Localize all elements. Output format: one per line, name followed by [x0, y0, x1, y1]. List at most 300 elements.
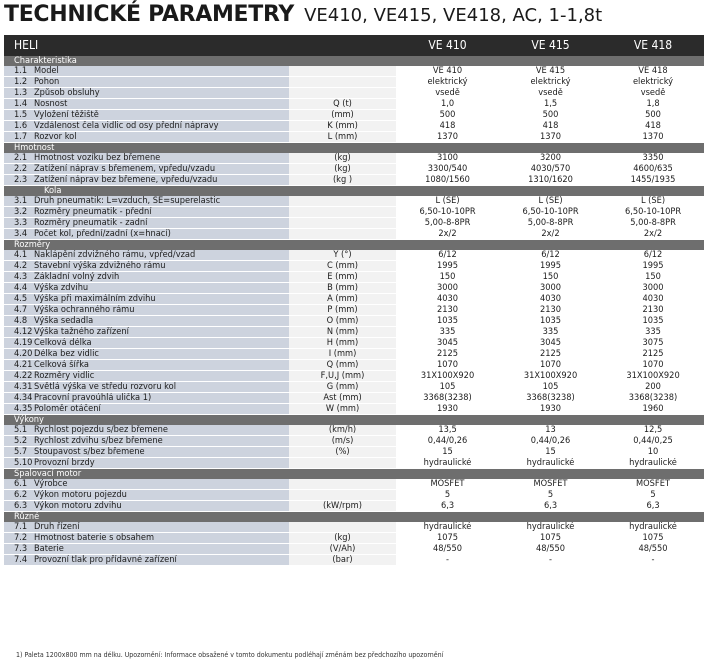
value-ve418: 3000: [602, 283, 704, 294]
row-number: 4.1: [4, 250, 34, 261]
table-row: [4, 425, 704, 436]
value-ve415: 2130: [499, 305, 602, 316]
value-ve418: 3350: [602, 153, 704, 164]
unit: [289, 522, 396, 533]
value-ve410: 500: [396, 110, 499, 121]
row-number: 5.2: [4, 436, 34, 447]
parameter-name: Výška při maximálním zdvihu: [34, 294, 289, 305]
unit: [289, 196, 396, 207]
row-number: 6.2: [4, 490, 34, 501]
value-ve415: 3045: [499, 338, 602, 349]
parameter-name: Rychlost zdvihu s/bez břemene: [34, 436, 289, 447]
table-row: [4, 229, 704, 240]
unit: (km/h): [289, 425, 396, 436]
row-number: 2.3: [4, 175, 34, 186]
value-ve415: 2125: [499, 349, 602, 360]
value-ve415: -: [499, 555, 602, 566]
value-ve410: 13,5: [396, 425, 499, 436]
value-ve415: 5,00-8-8PR: [499, 218, 602, 229]
parameter-name: Zatížení náprav s břemenem, vpředu/vzadu: [34, 164, 289, 175]
parameter-name: Rozměry pneumatik - přední: [34, 207, 289, 218]
value-ve410: 1075: [396, 533, 499, 544]
value-ve415: 31X100X920: [499, 371, 602, 382]
model-column-header: VE 415: [499, 35, 602, 56]
section-header: [4, 512, 704, 523]
value-ve415: 5: [499, 490, 602, 501]
value-ve415: 4030: [499, 294, 602, 305]
unit: I (mm): [289, 349, 396, 360]
unit: Ast (mm): [289, 393, 396, 404]
parameter-name: Způsob obsluhy: [34, 88, 289, 99]
value-ve415: vsedě: [499, 88, 602, 99]
section-title: Spalovací motor: [4, 469, 704, 480]
value-ve415: 1995: [499, 261, 602, 272]
value-ve410: 3100: [396, 153, 499, 164]
row-number: 1.7: [4, 132, 34, 143]
value-ve415: elektrický: [499, 77, 602, 88]
section-header: [4, 186, 704, 197]
value-ve418: 150: [602, 272, 704, 283]
row-number: 4.22: [4, 371, 34, 382]
parameter-name: Rozvor kol: [34, 132, 289, 143]
section-title: Různé: [4, 512, 704, 523]
parameter-name: Pracovní pravoúhlá ulička 1): [34, 393, 289, 404]
value-ve410: 4030: [396, 294, 499, 305]
value-ve415: 1310/1620: [499, 175, 602, 186]
row-number: 4.2: [4, 261, 34, 272]
unit: (m/s): [289, 436, 396, 447]
table-row: [4, 544, 704, 555]
table-row: [4, 250, 704, 261]
unit: [289, 479, 396, 490]
model-column-header: VE 418: [602, 35, 704, 56]
parameter-name: Pohon: [34, 77, 289, 88]
value-ve418: 3075: [602, 338, 704, 349]
value-ve418: 1070: [602, 360, 704, 371]
parameter-name: Model: [34, 66, 289, 77]
parameters-table: [4, 35, 704, 566]
value-ve418: 200: [602, 382, 704, 393]
unit: [289, 490, 396, 501]
parameter-name: Stavební výška zdvižného rámu: [34, 261, 289, 272]
value-ve418: 5,00-8-8PR: [602, 218, 704, 229]
row-number: 4.3: [4, 272, 34, 283]
value-ve415: MOSFET: [499, 479, 602, 490]
table-row: [4, 479, 704, 490]
value-ve415: 6,3: [499, 501, 602, 512]
row-number: 6.3: [4, 501, 34, 512]
value-ve418: 0,44/0,25: [602, 436, 704, 447]
value-ve410: 335: [396, 327, 499, 338]
value-ve410: 1035: [396, 316, 499, 327]
table-row: [4, 121, 704, 132]
table-row: [4, 501, 704, 512]
parameter-name: Baterie: [34, 544, 289, 555]
value-ve415: 418: [499, 121, 602, 132]
table-row: [4, 522, 704, 533]
value-ve418: L (SE): [602, 196, 704, 207]
value-ve415: VE 415: [499, 66, 602, 77]
row-number: 7.3: [4, 544, 34, 555]
table-body: [4, 56, 704, 566]
row-number: 6.1: [4, 479, 34, 490]
table-row: [4, 382, 704, 393]
parameter-name: Poloměr otáčení: [34, 404, 289, 415]
value-ve418: 1075: [602, 533, 704, 544]
row-number: 3.4: [4, 229, 34, 240]
value-ve410: 150: [396, 272, 499, 283]
parameter-name: Výška ochranného rámu: [34, 305, 289, 316]
parameter-name: Zatížení náprav bez břemene, vpředu/vzadu: [34, 175, 289, 186]
unit: [289, 77, 396, 88]
unit: (kW/rpm): [289, 501, 396, 512]
table-row: [4, 261, 704, 272]
value-ve410: 2125: [396, 349, 499, 360]
value-ve410: 3000: [396, 283, 499, 294]
unit: Q (mm): [289, 360, 396, 371]
unit: [289, 458, 396, 469]
row-number: 1.3: [4, 88, 34, 99]
unit: L (mm): [289, 132, 396, 143]
title-models: VE410, VE415, VE418, AC, 1-1,8t: [304, 5, 603, 26]
value-ve415: 13: [499, 425, 602, 436]
parameter-name: Výška zdvihu: [34, 283, 289, 294]
value-ve418: 335: [602, 327, 704, 338]
table-row: [4, 66, 704, 77]
value-ve415: 3368(3238): [499, 393, 602, 404]
value-ve415: 1,5: [499, 99, 602, 110]
unit: (kg ): [289, 175, 396, 186]
value-ve410: 1080/1560: [396, 175, 499, 186]
row-number: 1.1: [4, 66, 34, 77]
value-ve415: hydraulické: [499, 458, 602, 469]
value-ve415: 0,44/0,26: [499, 436, 602, 447]
parameter-name: Vzdálenost čela vidlic od osy přední nápravy: [34, 121, 289, 132]
value-ve415: 335: [499, 327, 602, 338]
value-ve418: 1035: [602, 316, 704, 327]
row-number: 3.2: [4, 207, 34, 218]
value-ve410: 6/12: [396, 250, 499, 261]
value-ve410: 2x/2: [396, 229, 499, 240]
value-ve415: L (SE): [499, 196, 602, 207]
table-row: [4, 153, 704, 164]
value-ve418: 1995: [602, 261, 704, 272]
row-number: 3.3: [4, 218, 34, 229]
section-title: Výkony: [4, 415, 704, 426]
value-ve415: 6/12: [499, 250, 602, 261]
table-row: [4, 132, 704, 143]
section-header: [4, 56, 704, 66]
value-ve418: 6,3: [602, 501, 704, 512]
value-ve415: 48/550: [499, 544, 602, 555]
table-row: [4, 283, 704, 294]
value-ve410: VE 410: [396, 66, 499, 77]
parameter-name: Rychlost pojezdu s/bez břemene: [34, 425, 289, 436]
value-ve410: 1995: [396, 261, 499, 272]
value-ve415: 3000: [499, 283, 602, 294]
value-ve410: 48/550: [396, 544, 499, 555]
value-ve418: hydraulické: [602, 458, 704, 469]
section-header: [4, 469, 704, 480]
section-title: Hmotnost: [4, 143, 704, 154]
parameter-name: Hmotnost vozíku bez břemene: [34, 153, 289, 164]
value-ve418: 6,50-10-10PR: [602, 207, 704, 218]
unit: W (mm): [289, 404, 396, 415]
value-ve410: 1,0: [396, 99, 499, 110]
value-ve415: 4030/570: [499, 164, 602, 175]
value-ve410: 5: [396, 490, 499, 501]
value-ve410: elektrický: [396, 77, 499, 88]
value-ve415: 1930: [499, 404, 602, 415]
parameter-name: Celková šířka: [34, 360, 289, 371]
value-ve418: 6/12: [602, 250, 704, 261]
row-number: 4.8: [4, 316, 34, 327]
section-title: Rozměry: [4, 240, 704, 251]
value-ve415: 1370: [499, 132, 602, 143]
value-ve410: 1070: [396, 360, 499, 371]
table-row: [4, 360, 704, 371]
value-ve418: hydraulické: [602, 522, 704, 533]
unit: Y (°): [289, 250, 396, 261]
value-ve410: 3045: [396, 338, 499, 349]
value-ve415: 1070: [499, 360, 602, 371]
value-ve410: 1370: [396, 132, 499, 143]
row-number: 4.7: [4, 305, 34, 316]
section-title: Kola: [4, 186, 704, 197]
value-ve410: MOSFET: [396, 479, 499, 490]
value-ve410: 418: [396, 121, 499, 132]
table-row: [4, 207, 704, 218]
table-header: [4, 35, 704, 56]
row-number: 2.2: [4, 164, 34, 175]
parameter-name: Výkon motoru pojezdu: [34, 490, 289, 501]
table-row: [4, 175, 704, 186]
value-ve410: 1930: [396, 404, 499, 415]
parameter-name: Rozměry pneumatik - zadní: [34, 218, 289, 229]
brand-label: HELI: [4, 35, 396, 56]
unit: G (mm): [289, 382, 396, 393]
value-ve410: hydraulické: [396, 458, 499, 469]
parameter-name: Stoupavost s/bez břemene: [34, 447, 289, 458]
value-ve418: 1960: [602, 404, 704, 415]
value-ve418: 1,8: [602, 99, 704, 110]
value-ve415: hydraulické: [499, 522, 602, 533]
unit: (mm): [289, 110, 396, 121]
parameter-name: Světlá výška ve středu rozvoru kol: [34, 382, 289, 393]
unit: (V/Ah): [289, 544, 396, 555]
value-ve410: vsedě: [396, 88, 499, 99]
table-row: [4, 88, 704, 99]
parameter-name: Nosnost: [34, 99, 289, 110]
value-ve418: 1370: [602, 132, 704, 143]
parameter-name: Provozní brzdy: [34, 458, 289, 469]
unit: [289, 66, 396, 77]
table-row: [4, 393, 704, 404]
unit: (kg): [289, 164, 396, 175]
row-number: 4.12: [4, 327, 34, 338]
row-number: 4.35: [4, 404, 34, 415]
table-row: [4, 196, 704, 207]
table-row: [4, 349, 704, 360]
value-ve410: 2130: [396, 305, 499, 316]
table-row: [4, 490, 704, 501]
parameter-name: Rozměry vidlic: [34, 371, 289, 382]
parameter-name: Délka bez vidlic: [34, 349, 289, 360]
unit: O (mm): [289, 316, 396, 327]
parameter-name: Výška sedadla: [34, 316, 289, 327]
table-row: [4, 99, 704, 110]
value-ve410: 15: [396, 447, 499, 458]
table-row: [4, 404, 704, 415]
value-ve415: 2x/2: [499, 229, 602, 240]
value-ve415: 150: [499, 272, 602, 283]
value-ve415: 6,50-10-10PR: [499, 207, 602, 218]
value-ve410: 6,3: [396, 501, 499, 512]
unit: [289, 207, 396, 218]
parameter-name: Hmotnost baterie s obsahem: [34, 533, 289, 544]
value-ve410: hydraulické: [396, 522, 499, 533]
footnote: 1) Paleta 1200x800 mm na délku. Upozornění: Informace obsažené v tomto dokumentu podléhají změnám bez předchozího upozornění: [16, 651, 444, 659]
unit: F,U,J (mm): [289, 371, 396, 382]
value-ve418: 500: [602, 110, 704, 121]
title-main: TECHNICKÉ PARAMETRY: [4, 2, 295, 27]
table-row: [4, 218, 704, 229]
unit: (bar): [289, 555, 396, 566]
table-row: [4, 555, 704, 566]
parameter-name: Provozní tlak pro přídavné zařízení: [34, 555, 289, 566]
value-ve410: 6,50-10-10PR: [396, 207, 499, 218]
row-number: 4.34: [4, 393, 34, 404]
row-number: 7.1: [4, 522, 34, 533]
row-number: 1.4: [4, 99, 34, 110]
unit: E (mm): [289, 272, 396, 283]
table-row: [4, 272, 704, 283]
value-ve415: 105: [499, 382, 602, 393]
value-ve410: 0,44/0,26: [396, 436, 499, 447]
table-row: [4, 458, 704, 469]
value-ve418: 4030: [602, 294, 704, 305]
section-header: [4, 240, 704, 251]
table-row: [4, 164, 704, 175]
value-ve410: 105: [396, 382, 499, 393]
row-number: 1.5: [4, 110, 34, 121]
value-ve415: 1075: [499, 533, 602, 544]
value-ve418: 3368(3238): [602, 393, 704, 404]
table-row: [4, 338, 704, 349]
unit: N (mm): [289, 327, 396, 338]
unit: (kg): [289, 533, 396, 544]
row-number: 4.4: [4, 283, 34, 294]
value-ve418: 5: [602, 490, 704, 501]
row-number: 4.20: [4, 349, 34, 360]
value-ve418: 31X100X920: [602, 371, 704, 382]
row-number: 5.10: [4, 458, 34, 469]
row-number: 4.31: [4, 382, 34, 393]
value-ve410: 5,00-8-8PR: [396, 218, 499, 229]
value-ve410: 31X100X920: [396, 371, 499, 382]
row-number: 2.1: [4, 153, 34, 164]
value-ve418: 1455/1935: [602, 175, 704, 186]
unit: P (mm): [289, 305, 396, 316]
table-row: [4, 110, 704, 121]
unit: C (mm): [289, 261, 396, 272]
parameter-name: Počet kol, přední/zadní (x=hnací): [34, 229, 289, 240]
section-title: Charakteristika: [4, 56, 704, 66]
unit: B (mm): [289, 283, 396, 294]
value-ve415: 3200: [499, 153, 602, 164]
unit: [289, 218, 396, 229]
value-ve418: 48/550: [602, 544, 704, 555]
section-header: [4, 143, 704, 154]
unit: [289, 88, 396, 99]
value-ve418: 418: [602, 121, 704, 132]
row-number: 4.19: [4, 338, 34, 349]
table-row: [4, 316, 704, 327]
unit: (%): [289, 447, 396, 458]
parameter-name: Celková délka: [34, 338, 289, 349]
row-number: 4.21: [4, 360, 34, 371]
parameter-name: Výrobce: [34, 479, 289, 490]
parameter-name: Základní volný zdvih: [34, 272, 289, 283]
parameter-name: Vyložení těžiště: [34, 110, 289, 121]
parameter-name: Výška tažného zařízení: [34, 327, 289, 338]
value-ve418: -: [602, 555, 704, 566]
table-row: [4, 327, 704, 338]
row-number: 5.7: [4, 447, 34, 458]
unit: A (mm): [289, 294, 396, 305]
value-ve418: 2x/2: [602, 229, 704, 240]
row-number: 3.1: [4, 196, 34, 207]
unit: K (mm): [289, 121, 396, 132]
row-number: 7.2: [4, 533, 34, 544]
row-number: 5.1: [4, 425, 34, 436]
parameter-name: Výkon motoru zdvihu: [34, 501, 289, 512]
section-header: [4, 415, 704, 426]
parameter-name: Naklápění zdvižného rámu, vpřed/vzad: [34, 250, 289, 261]
unit: Q (t): [289, 99, 396, 110]
value-ve418: 2125: [602, 349, 704, 360]
value-ve410: L (SE): [396, 196, 499, 207]
value-ve418: VE 418: [602, 66, 704, 77]
row-number: 1.2: [4, 77, 34, 88]
value-ve410: 3300/540: [396, 164, 499, 175]
table-row: [4, 371, 704, 382]
value-ve418: 12,5: [602, 425, 704, 436]
model-column-header: VE 410: [396, 35, 499, 56]
parameter-name: Druh řízení: [34, 522, 289, 533]
value-ve418: 2130: [602, 305, 704, 316]
page-title: [4, 2, 602, 32]
value-ve418: 10: [602, 447, 704, 458]
table-row: [4, 436, 704, 447]
table-row: [4, 447, 704, 458]
row-number: 1.6: [4, 121, 34, 132]
value-ve410: 3368(3238): [396, 393, 499, 404]
unit: (kg): [289, 153, 396, 164]
unit: H (mm): [289, 338, 396, 349]
table-row: [4, 305, 704, 316]
value-ve418: MOSFET: [602, 479, 704, 490]
table-row: [4, 294, 704, 305]
value-ve410: -: [396, 555, 499, 566]
row-number: 7.4: [4, 555, 34, 566]
value-ve418: 4600/635: [602, 164, 704, 175]
parameter-name: Druh pneumatik: L=vzduch, SE=superelastic: [34, 196, 289, 207]
row-number: 4.5: [4, 294, 34, 305]
value-ve415: 1035: [499, 316, 602, 327]
unit: [289, 229, 396, 240]
table-row: [4, 77, 704, 88]
